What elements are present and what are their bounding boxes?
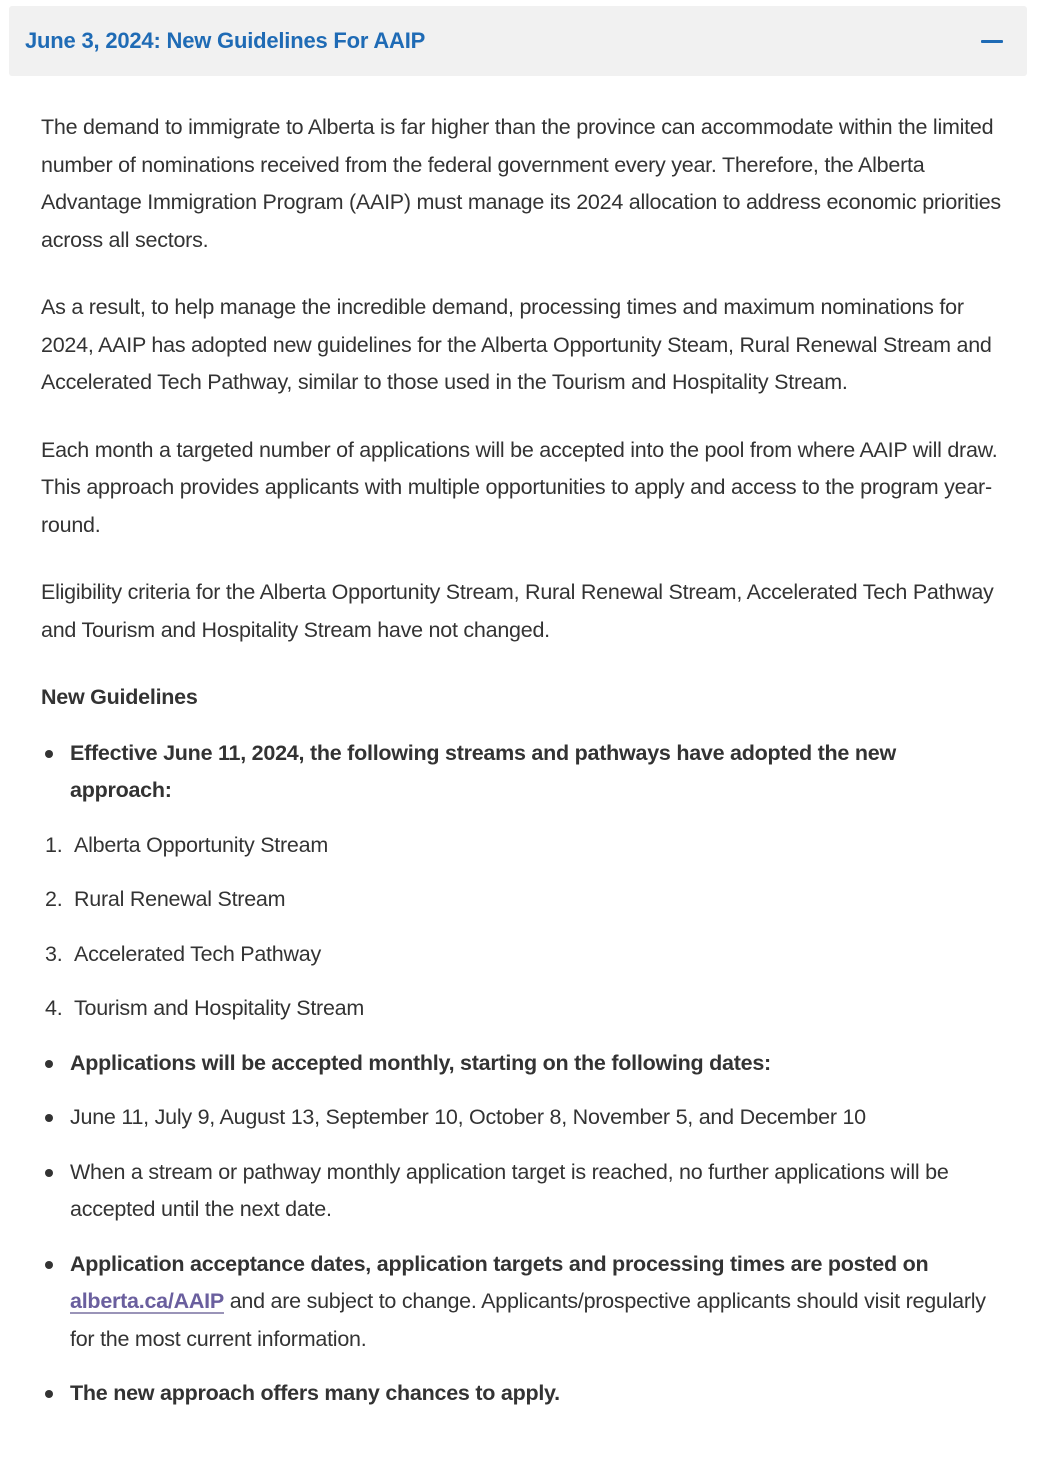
list-item [41,1099,1001,1137]
eligibility-paragraph: Eligibility criteria for the Alberta Opportunity Stream, Rural Renewal Stream, Accelerated Tech Pathway and Tourism and Hospitality Stream have not changed. [41,580,994,642]
stream-item [45,827,1001,865]
list-item [41,1375,1001,1413]
minus-icon[interactable] [981,40,1003,43]
stream-item [45,936,1001,974]
stream-label: Accelerated Tech Pathway [74,941,321,966]
bullet-icon [45,1169,53,1177]
chances-bullet-text: The new approach offers many chances to apply. [70,1381,560,1405]
list-item [41,1154,1001,1229]
stream-item [45,990,1001,1028]
stream-number: 1. [45,832,63,857]
stream-label: Alberta Opportunity Stream [74,832,329,857]
stream-number: 2. [45,887,63,911]
stream-label: Rural Renewal Stream [74,887,286,911]
list-item [41,735,1001,810]
accordion-header[interactable] [9,6,1027,76]
list-item [41,1246,1001,1359]
intro-paragraph: The demand to immigrate to Alberta is far higher than the province can accommodate within the limited number of nominations received from the federal government every year. Therefore, the Alberta Advantage Immigration Program (AAIP) must manage its 2024 allocation to address economic priorities across all sectors. [41,115,1001,252]
stream-label: Tourism and Hospitality Stream [74,996,365,1020]
dates-bullet-text: June 11, July 9, August 13, September 10, October 8, November 5, and December 10 [70,1105,866,1129]
result-paragraph: As a result, to help manage the incredible demand, processing times and maximum nominations for 2024, AAIP has adopted new guidelines for the Alberta Opportunity Steam, Rural Renewal Stream and Accelerated Tech Pathway, similar to those used in the Tourism and Hospitality Stream. [41,295,992,394]
stream-number: 4. [45,996,63,1020]
bullet-icon [45,750,53,758]
aaip-link[interactable]: alberta.ca/AAIP [70,1289,224,1313]
accordion-title[interactable]: June 3, 2024: New Guidelines For AAIP [25,28,426,53]
posted-bullet-bold: Application acceptance dates, application targets and processing times are posted on [70,1251,929,1276]
posted-bullet-rest: and are subject to change. Applicants/prospective applicants should visit regularly for the most current information. [70,1289,986,1351]
monthly-bullet-text: Applications will be accepted monthly, starting on the following dates: [70,1050,771,1075]
monthly-paragraph: Each month a targeted number of applications will be accepted into the pool from where AAIP will draw. This approach provides applicants with multiple opportunities to apply and access to the program year-round. [41,437,998,537]
target-bullet-text: When a stream or pathway monthly application target is reached, no further applications will be accepted until the next date. [70,1159,949,1221]
new-guidelines-heading: New Guidelines [41,685,198,709]
bullet-icon [45,1114,53,1122]
accordion-content [41,109,1001,1430]
list-item [41,1045,1001,1083]
stream-item [45,881,1001,919]
bullet-icon [45,1060,53,1068]
stream-number: 3. [45,941,63,966]
bullet-icon [45,1390,53,1398]
bullet-icon [45,1261,53,1269]
effective-bullet-text: Effective June 11, 2024, the following streams and pathways have adopted the new approach: [70,740,896,802]
